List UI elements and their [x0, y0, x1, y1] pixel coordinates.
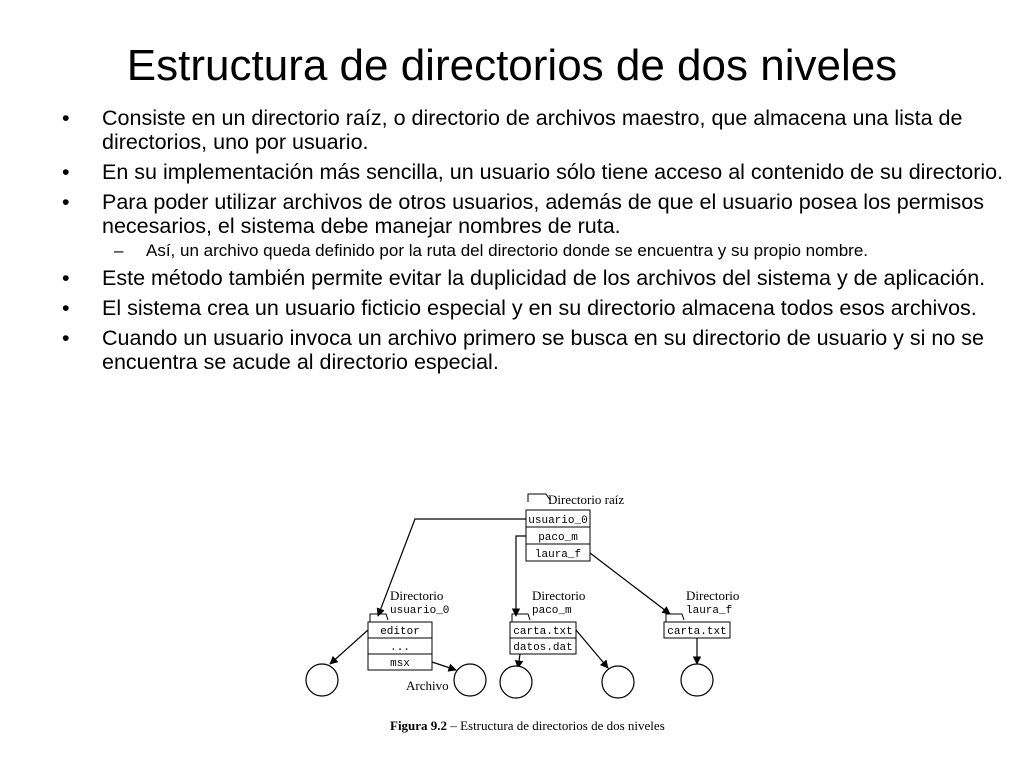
bullet-text: Consiste en un directorio raíz, o directorio de archivos maestro, que almacena una lista de directorios, uno por usuario. [102, 106, 963, 154]
folder-tab [666, 614, 684, 622]
sub-bullet-item [62, 240, 1007, 262]
bullet-item [62, 296, 1007, 320]
file-node [454, 664, 486, 696]
bullet-text: En su implementación más sencilla, un usuario sólo tiene acceso al contenido de su directorio. [102, 160, 1004, 184]
directory-entry: msx [390, 658, 410, 670]
bullet-text: Para poder utilizar archivos de otros usuarios, además de que el usuario posea los permisos necesarios, el sistema debe manejar nombres de ruta. [102, 190, 984, 238]
pointer-arrow [516, 536, 526, 616]
file-node [602, 666, 634, 698]
directory-label: Directorio [686, 588, 740, 603]
user-directory-paco [510, 588, 585, 654]
pointer-arrow [590, 553, 670, 614]
bullet-item [62, 190, 1007, 238]
directory-entry: carta.txt [667, 626, 727, 638]
root-directory-label: Directorio raíz [548, 492, 625, 507]
bullet-list [62, 106, 1007, 380]
file-node [306, 664, 338, 696]
caption-text: – Estructura de directorios de dos niveles [447, 718, 665, 733]
directory-name: usuario_0 [390, 605, 450, 617]
directory-entry: datos.dat [513, 642, 573, 654]
root-entry: usuario_0 [528, 515, 588, 527]
bullet-marker: • [62, 190, 70, 214]
directory-entry: carta.txt [513, 626, 573, 638]
sub-bullet-marker: – [114, 241, 124, 260]
directory-entry: ... [390, 642, 410, 654]
bullet-marker: • [62, 106, 70, 130]
bullet-marker: • [62, 266, 70, 290]
directory-label: Directorio [390, 588, 444, 603]
slide-title: Estructura de directorios de dos niveles [126, 41, 898, 90]
sub-bullet-text: Así, un archivo queda definido por la ruta del directorio donde se encuentra y su propio nombre. [146, 241, 869, 260]
bullet-text: Cuando un usuario invoca un archivo primero se busca en su directorio de usuario y si no se encuentra se acude al directorio especial. [102, 326, 984, 374]
user-directory-usuario0 [368, 588, 449, 670]
folder-tab [512, 614, 530, 622]
bullet-item [62, 106, 1007, 154]
pointer-arrow [432, 662, 456, 670]
file-label: Archivo [406, 678, 449, 693]
folder-tab [528, 494, 550, 502]
directory-entry: editor [380, 626, 420, 638]
root-entry: laura_f [534, 549, 582, 561]
bullet-item [62, 326, 1007, 374]
bullet-text: El sistema crea un usuario ficticio especial y en su directorio almacena todos esos archivos. [102, 296, 977, 320]
file-node [681, 664, 713, 696]
bullet-item [62, 160, 1007, 184]
root-entry: paco_m [538, 532, 578, 544]
user-directory-laura [664, 588, 739, 638]
caption-number: Figura 9.2 [390, 718, 448, 733]
folder-tab [370, 614, 388, 622]
directory-label: Directorio [532, 588, 586, 603]
root-directory [526, 492, 624, 561]
bullet-item [62, 266, 1007, 290]
bullet-text: Este método también permite evitar la duplicidad de los archivos del sistema y de aplicación. [102, 266, 986, 290]
bullet-marker: • [62, 326, 70, 350]
directory-name: paco_m [532, 605, 572, 617]
directory-name: laura_f [686, 605, 733, 617]
figure-caption [390, 718, 665, 733]
file-node [500, 666, 532, 698]
pointer-arrow [330, 630, 368, 664]
directory-diagram [290, 484, 750, 746]
bullet-marker: • [62, 160, 70, 184]
bullet-marker: • [62, 296, 70, 320]
pointer-arrow [576, 630, 608, 668]
